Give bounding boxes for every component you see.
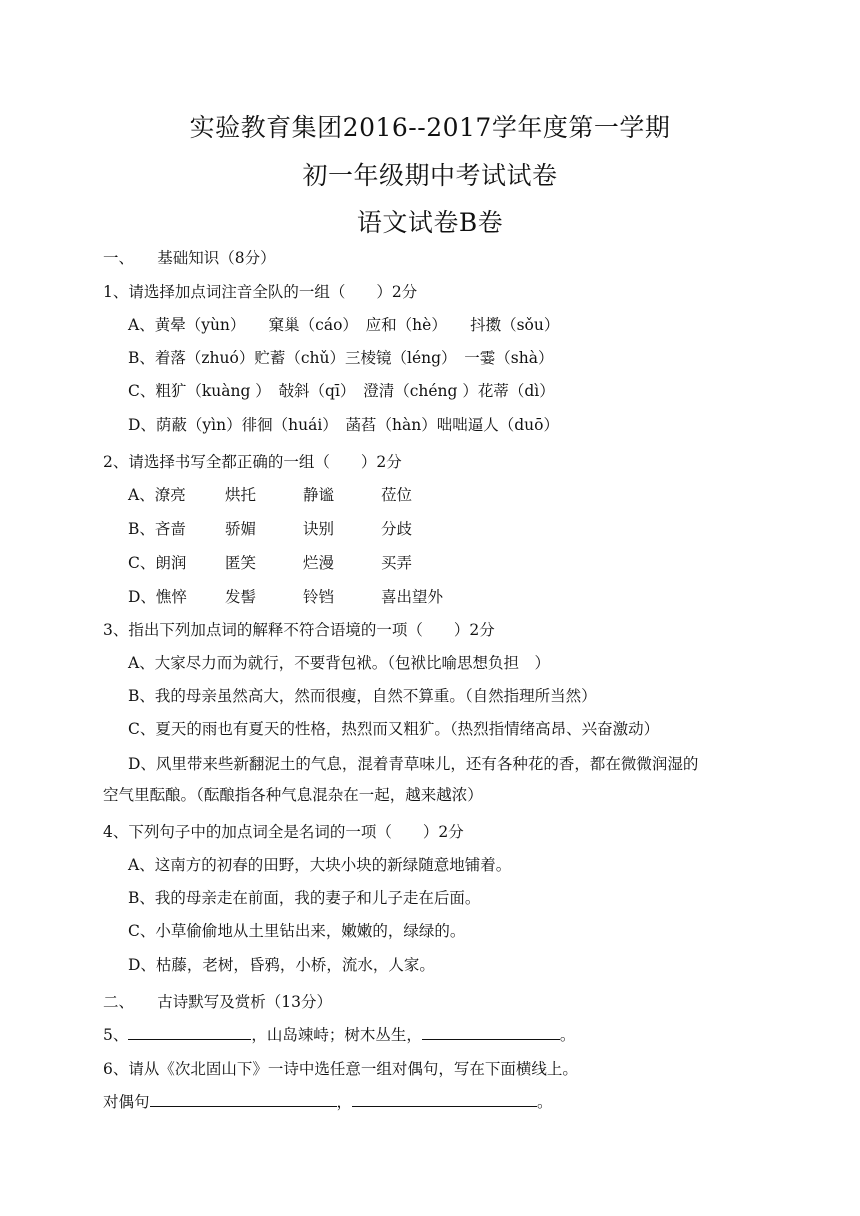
question-4-stem: 4、下列句子中的加点词全是名词的一项（ ）2分 [103, 823, 464, 841]
answer-label: 对偶句 [103, 1093, 150, 1111]
option-label: B、吝啬 [128, 520, 186, 538]
question-3-option-a: A、大家尽力而为就行，不要背包袱。（包袱比喻思想负担 ） [128, 654, 550, 672]
question-5 [103, 1023, 575, 1045]
option-word: 喜出望外 [381, 588, 444, 606]
question-3-option-d-line2: 空气里酝酿。（酝酿指各种气息混杂在一起，越来越浓） [103, 786, 483, 804]
option-word: 烂漫 [303, 554, 335, 572]
section-heading-basics: 一、 基础知识（8分） [103, 249, 276, 267]
question-2-stem: 2、请选择书写全都正确的一组（ ）2分 [103, 453, 402, 471]
option-word: 烘托 [225, 486, 257, 504]
answer-blank[interactable] [150, 1091, 337, 1107]
option-word: 静谧 [303, 486, 335, 504]
question-1-option-c: C、粗犷（kuàng ） 敧斜（qī） 澄清（chéng ）花蒂（dì） [128, 382, 555, 400]
question-3-option-b: B、我的母亲虽然高大，然而很瘦，自然不算重。（自然指理所当然） [128, 687, 597, 705]
question-4-option-a: A、这南方的初春的田野，大块小块的新绿随意地铺着。 [128, 856, 512, 874]
option-label: A、潦亮 [128, 486, 186, 504]
question-1-option-a: A、黄晕（yùn） 窠巢（cáo） 应和（hè） 抖擞（sǒu） [128, 316, 560, 334]
option-label: C、朗润 [128, 554, 187, 572]
punctuation: ， [336, 1093, 353, 1111]
question-3-stem: 3、指出下列加点词的解释不符合语境的一项（ ）2分 [103, 621, 495, 639]
answer-blank[interactable] [422, 1024, 560, 1040]
option-word: 分歧 [381, 520, 413, 538]
punctuation: 。 [537, 1093, 553, 1111]
paper-title: 语文试卷B卷 [356, 208, 504, 237]
answer-blank[interactable] [128, 1024, 251, 1040]
question-4-option-d: D、枯藤，老树，昏鸦，小桥，流水，人家。 [128, 956, 435, 974]
punctuation: 。 [559, 1026, 576, 1044]
option-word: 莅位 [381, 486, 413, 504]
question-number: 5、 [103, 1026, 129, 1044]
question-3-option-c: C、夏天的雨也有夏天的性格，热烈而又粗犷。（热烈指情绪高昂、兴奋激动） [128, 720, 660, 738]
option-word: 匿笑 [225, 554, 257, 572]
question-1-option-d: D、荫蔽（yìn）徘徊（huái） 菡萏（hàn）咄咄逼人（duō） [128, 416, 559, 434]
exam-title: 实验教育集团2016--2017学年度第一学期 [189, 113, 671, 142]
question-text: ，山岛竦峙；树木丛生， [251, 1026, 422, 1044]
section-heading-poetry: 二、 古诗默写及赏析（13分） [103, 993, 332, 1011]
exam-subtitle: 初一年级期中考试试卷 [302, 161, 558, 190]
option-word: 发髻 [225, 588, 257, 606]
option-word: 诀别 [303, 520, 335, 538]
question-1-option-b: B、着落（zhuó）贮蓄（chǔ）三棱镜（léng） 一霎（shà） [128, 349, 554, 367]
question-3-option-d-line1: D、风里带来些新翻泥土的气息，混着青草味儿，还有各种花的香，都在微微润湿的 [128, 755, 699, 773]
question-4-option-c: C、小草偷偷地从土里钻出来，嫩嫩的，绿绿的。 [128, 922, 466, 940]
question-4-option-b: B、我的母亲走在前面，我的妻子和儿子走在后面。 [128, 889, 481, 907]
question-6-stem: 6、请从《次北固山下》一诗中选任意一组对偶句，写在下面横线上。 [103, 1060, 578, 1078]
question-1-stem: 1、请选择加点词注音全队的一组（ ）2分 [103, 283, 418, 301]
option-word: 买弄 [381, 554, 413, 572]
option-word: 铃铛 [303, 588, 335, 606]
option-label: D、憔悴 [128, 588, 187, 606]
answer-blank[interactable] [352, 1091, 537, 1107]
question-6-answer [103, 1090, 553, 1112]
option-word: 骄媚 [225, 520, 257, 538]
